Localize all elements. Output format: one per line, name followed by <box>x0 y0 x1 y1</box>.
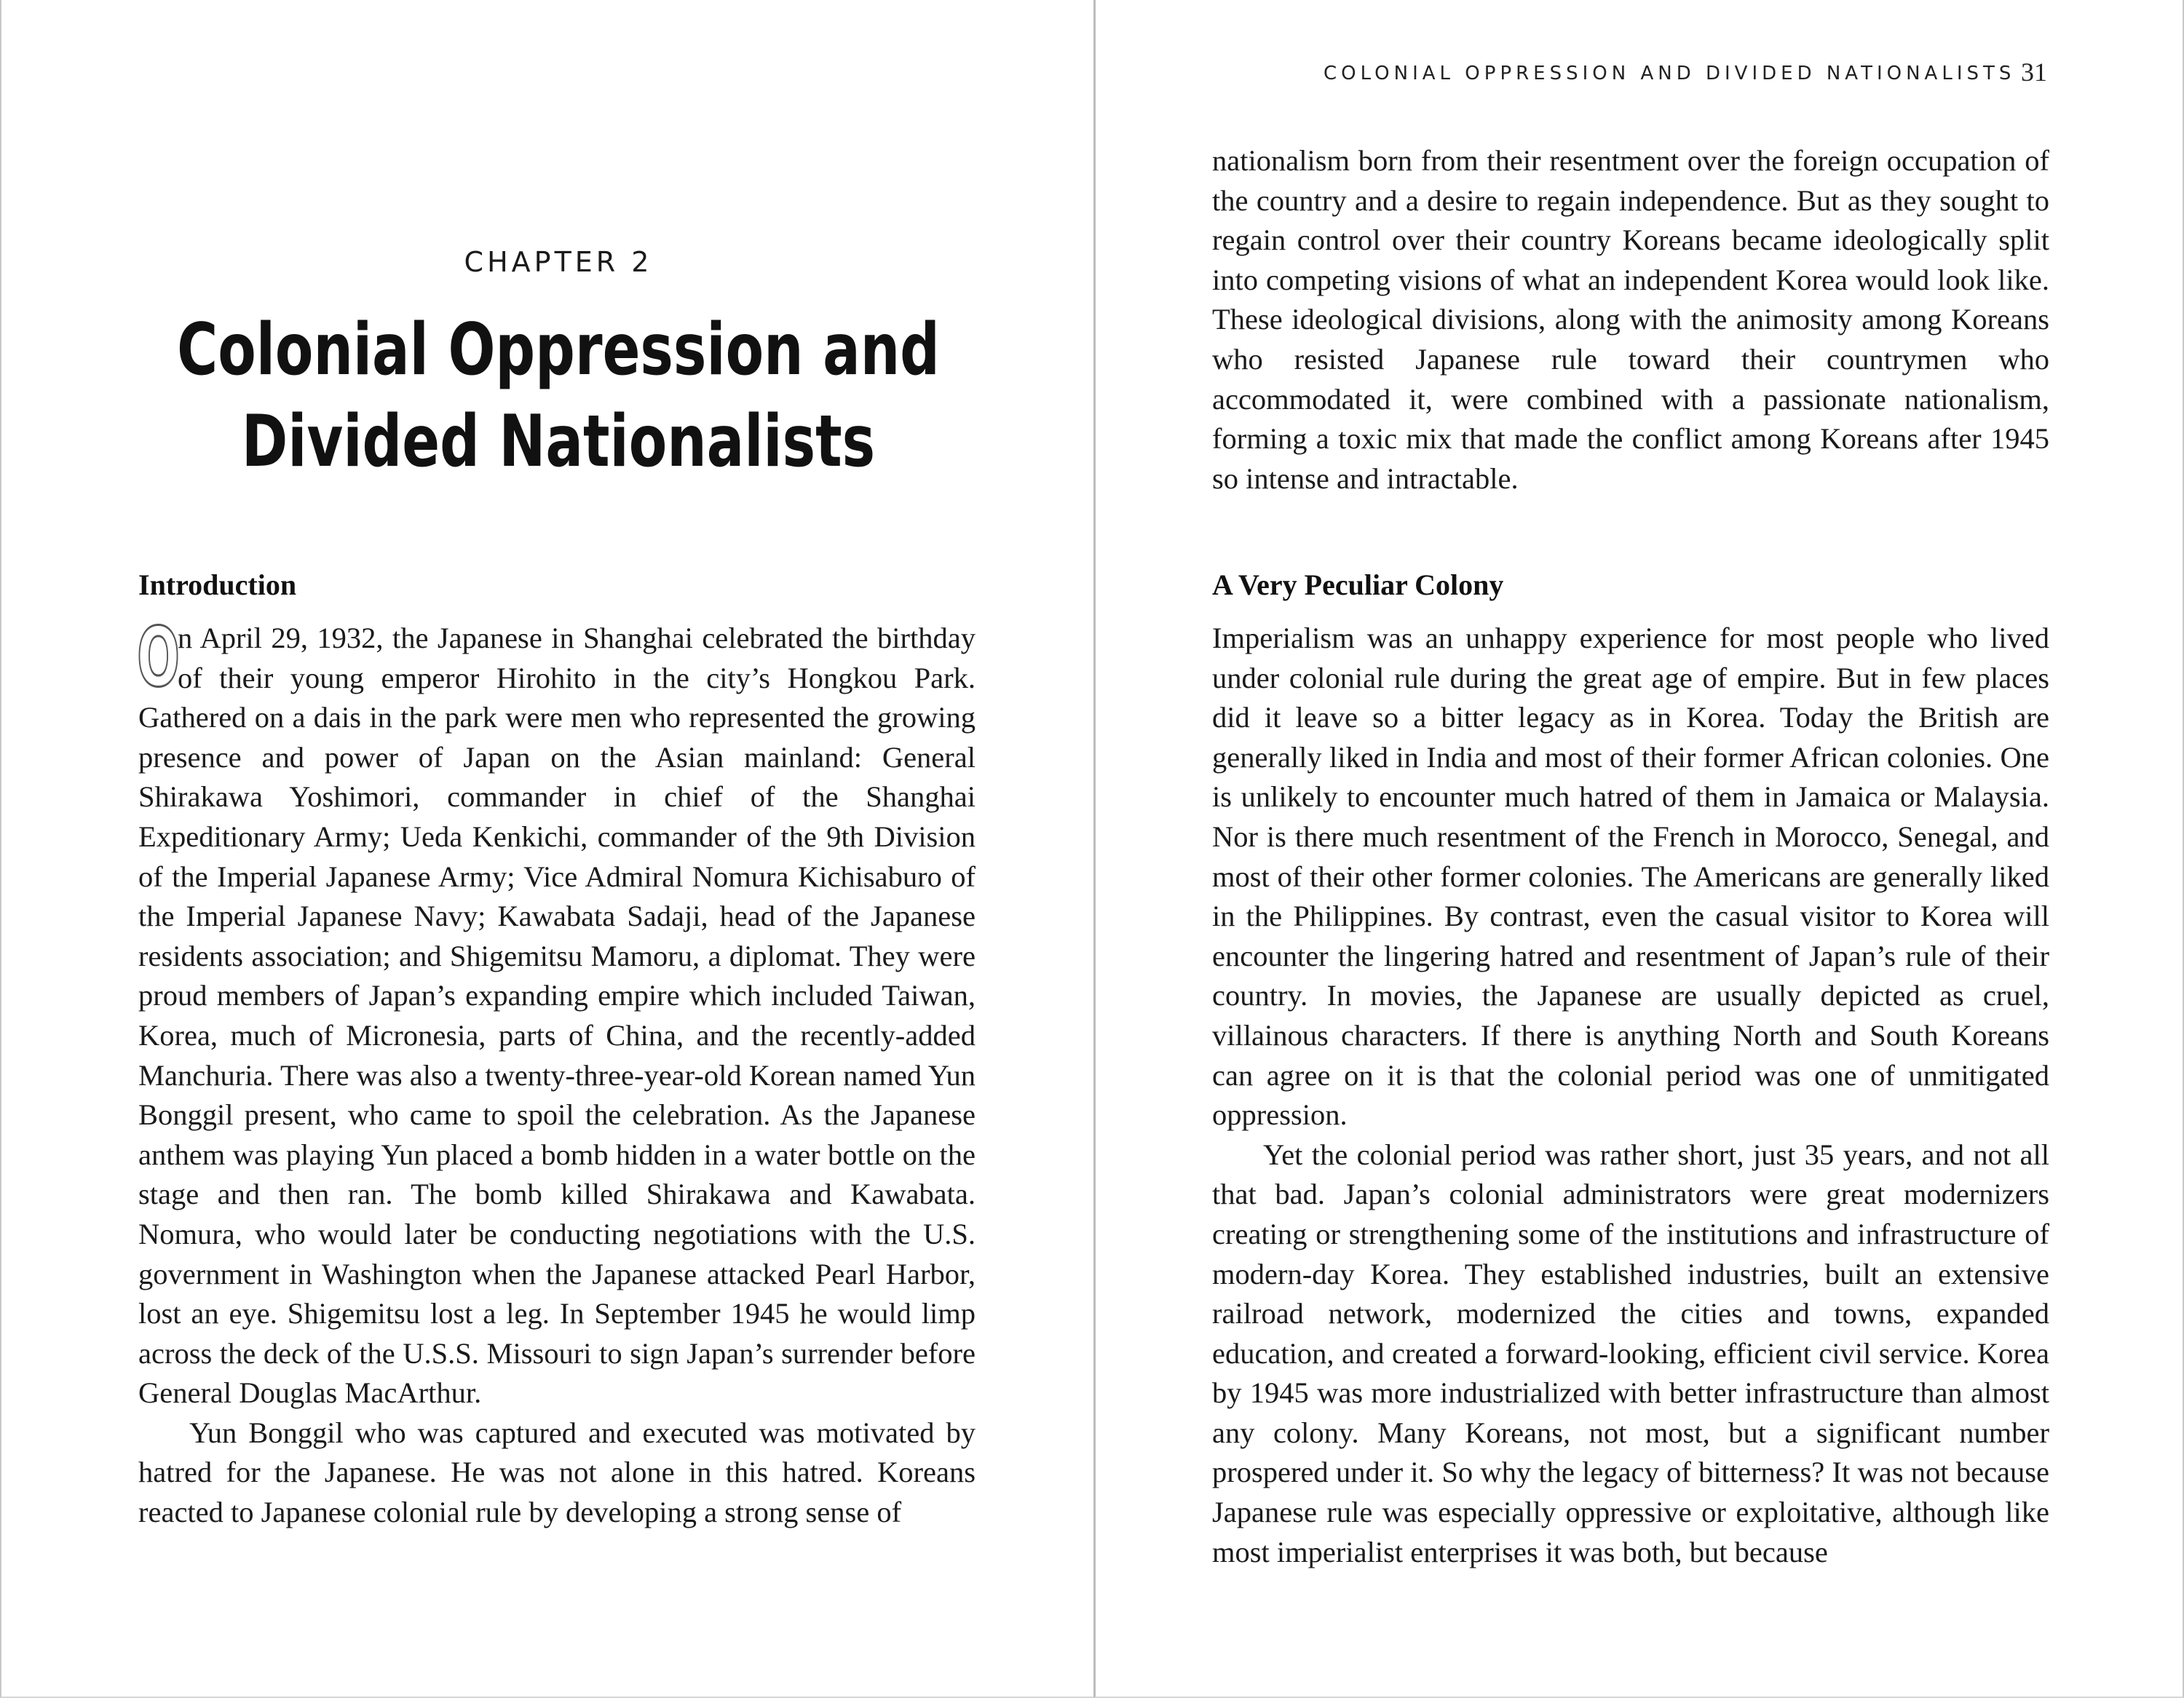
right-body-text-continued <box>1212 141 2049 499</box>
page-number: 31 <box>2021 57 2047 87</box>
paragraph: Yun Bonggil who was captured and executed was motivated by hatred for the Japanese. He was not alone in this hatred. Koreans reacted to Japanese colonial rule by developing a strong sense of <box>138 1416 976 1529</box>
paragraph: Imperialism was an unhappy experience for most people who lived under colonial rule during the great age of empire. But in few places did it leave so a bitter legacy as in Korea. Today the British are generally liked in India and most of their former African colonies. One is unlikely to encounter much hatred of them in Jamaica or Malaysia. Nor is there much resentment of the French in Morocco, Senegal, and most of their other former colonies. The Americans are generally liked in the Philippines. By contrast, even the casual visitor to Korea will encounter the lingering hatred and resentment of Japan’s rule of their country. In movies, the Japanese are usually depicted as cruel, villainous characters. If there is anything North and South Koreans can agree on it is that the colonial period was one of unmitigated oppression. <box>1212 622 2049 1132</box>
section-heading-introduction: Introduction <box>138 568 297 601</box>
paragraph <box>137 611 976 1413</box>
chapter-title-line-1: Colonial Oppression and <box>177 309 940 392</box>
paragraph: nationalism born from their resentment over the foreign occupation of the country and a desire to regain independence. But as they sought to regain control over their country Koreans became ideologically split into competing visions of what an independent Korea would look like. These ideological divisions, along with the animosity among Koreans who resisted Japanese rule toward their countrymen who accommodated it, were combined with a passionate nationalism, forming a toxic mix that made the conflict among Koreans after 1945 so intense and intractable. <box>1212 144 2049 495</box>
paragraph-text: n April 29, 1932, the Japanese in Shanghai celebrated the birthday of their young emperor Hirohito in the city’s Hongkou Park. Gathered on a dais in the park were men who represented the growing presence and power of Japan on the Asian mainland: General Shirakawa Yoshimori, commander in chief of the Shanghai Expeditionary Army; Ueda Kenkichi, commander of the 9th Division of the Imperial Japanese Army; Vice Admiral Nomura Kichisaburo of the Imperial Japanese Navy; Kawabata Sadaji, head of the Japanese residents association; and Shigemitsu Mamoru, a diplomat. They were proud members of Japan’s expanding empire which included Taiwan, Korea, much of Micronesia, parts of China, and the recently-added Manchuria. There was also a twenty-three-year-old Korean named Yun Bonggil present, who came to spoil the celebration. As the Japanese anthem was playing Yun placed a bomb hidden in a water bottle on the stage and then ran. The bomb killed Shirakawa and Kawabata. Nomura, who would later be conducting negotiations with the U.S. government in Washington when the Japanese attacked Pearl Harbor, lost an eye. Shigemitsu lost a leg. In September 1945 he would limp across the deck of the U.S.S. Missouri to sign Japan’s surrender before General Douglas MacArthur. <box>138 622 976 1410</box>
running-head: COLONIAL OPPRESSION AND DIVIDED NATIONALISTS <box>1324 63 2016 84</box>
chapter-title-line-2: Divided Nationalists <box>241 400 876 483</box>
chapter-title <box>124 304 992 488</box>
right-body-text <box>1212 619 2049 1572</box>
left-body-text <box>137 611 976 1533</box>
paragraph: Yet the colonial period was rather short, just 35 years, and not all that bad. Japan’s colonial administrators were great modernizers creating or strengthening some of the institutions and infrastructure of modern-day Korea. They established industries, built an extensive railroad network, modernized the cities and towns, expanded education, and created a forward-looking, efficient civil service. Korea by 1945 was more industrialized with better infrastructure than almost any colony. Many Koreans, not most, but a significant number prospered under it. So why the legacy of bitterness? It was not because Japanese rule was especially oppressive or exploitative, although like most imperialist enterprises it was both, but because <box>1212 1138 2049 1568</box>
chapter-label: CHAPTER 2 <box>464 246 653 278</box>
section-heading-peculiar-colony: A Very Peculiar Colony <box>1212 568 1504 601</box>
drop-cap: O <box>137 611 181 705</box>
